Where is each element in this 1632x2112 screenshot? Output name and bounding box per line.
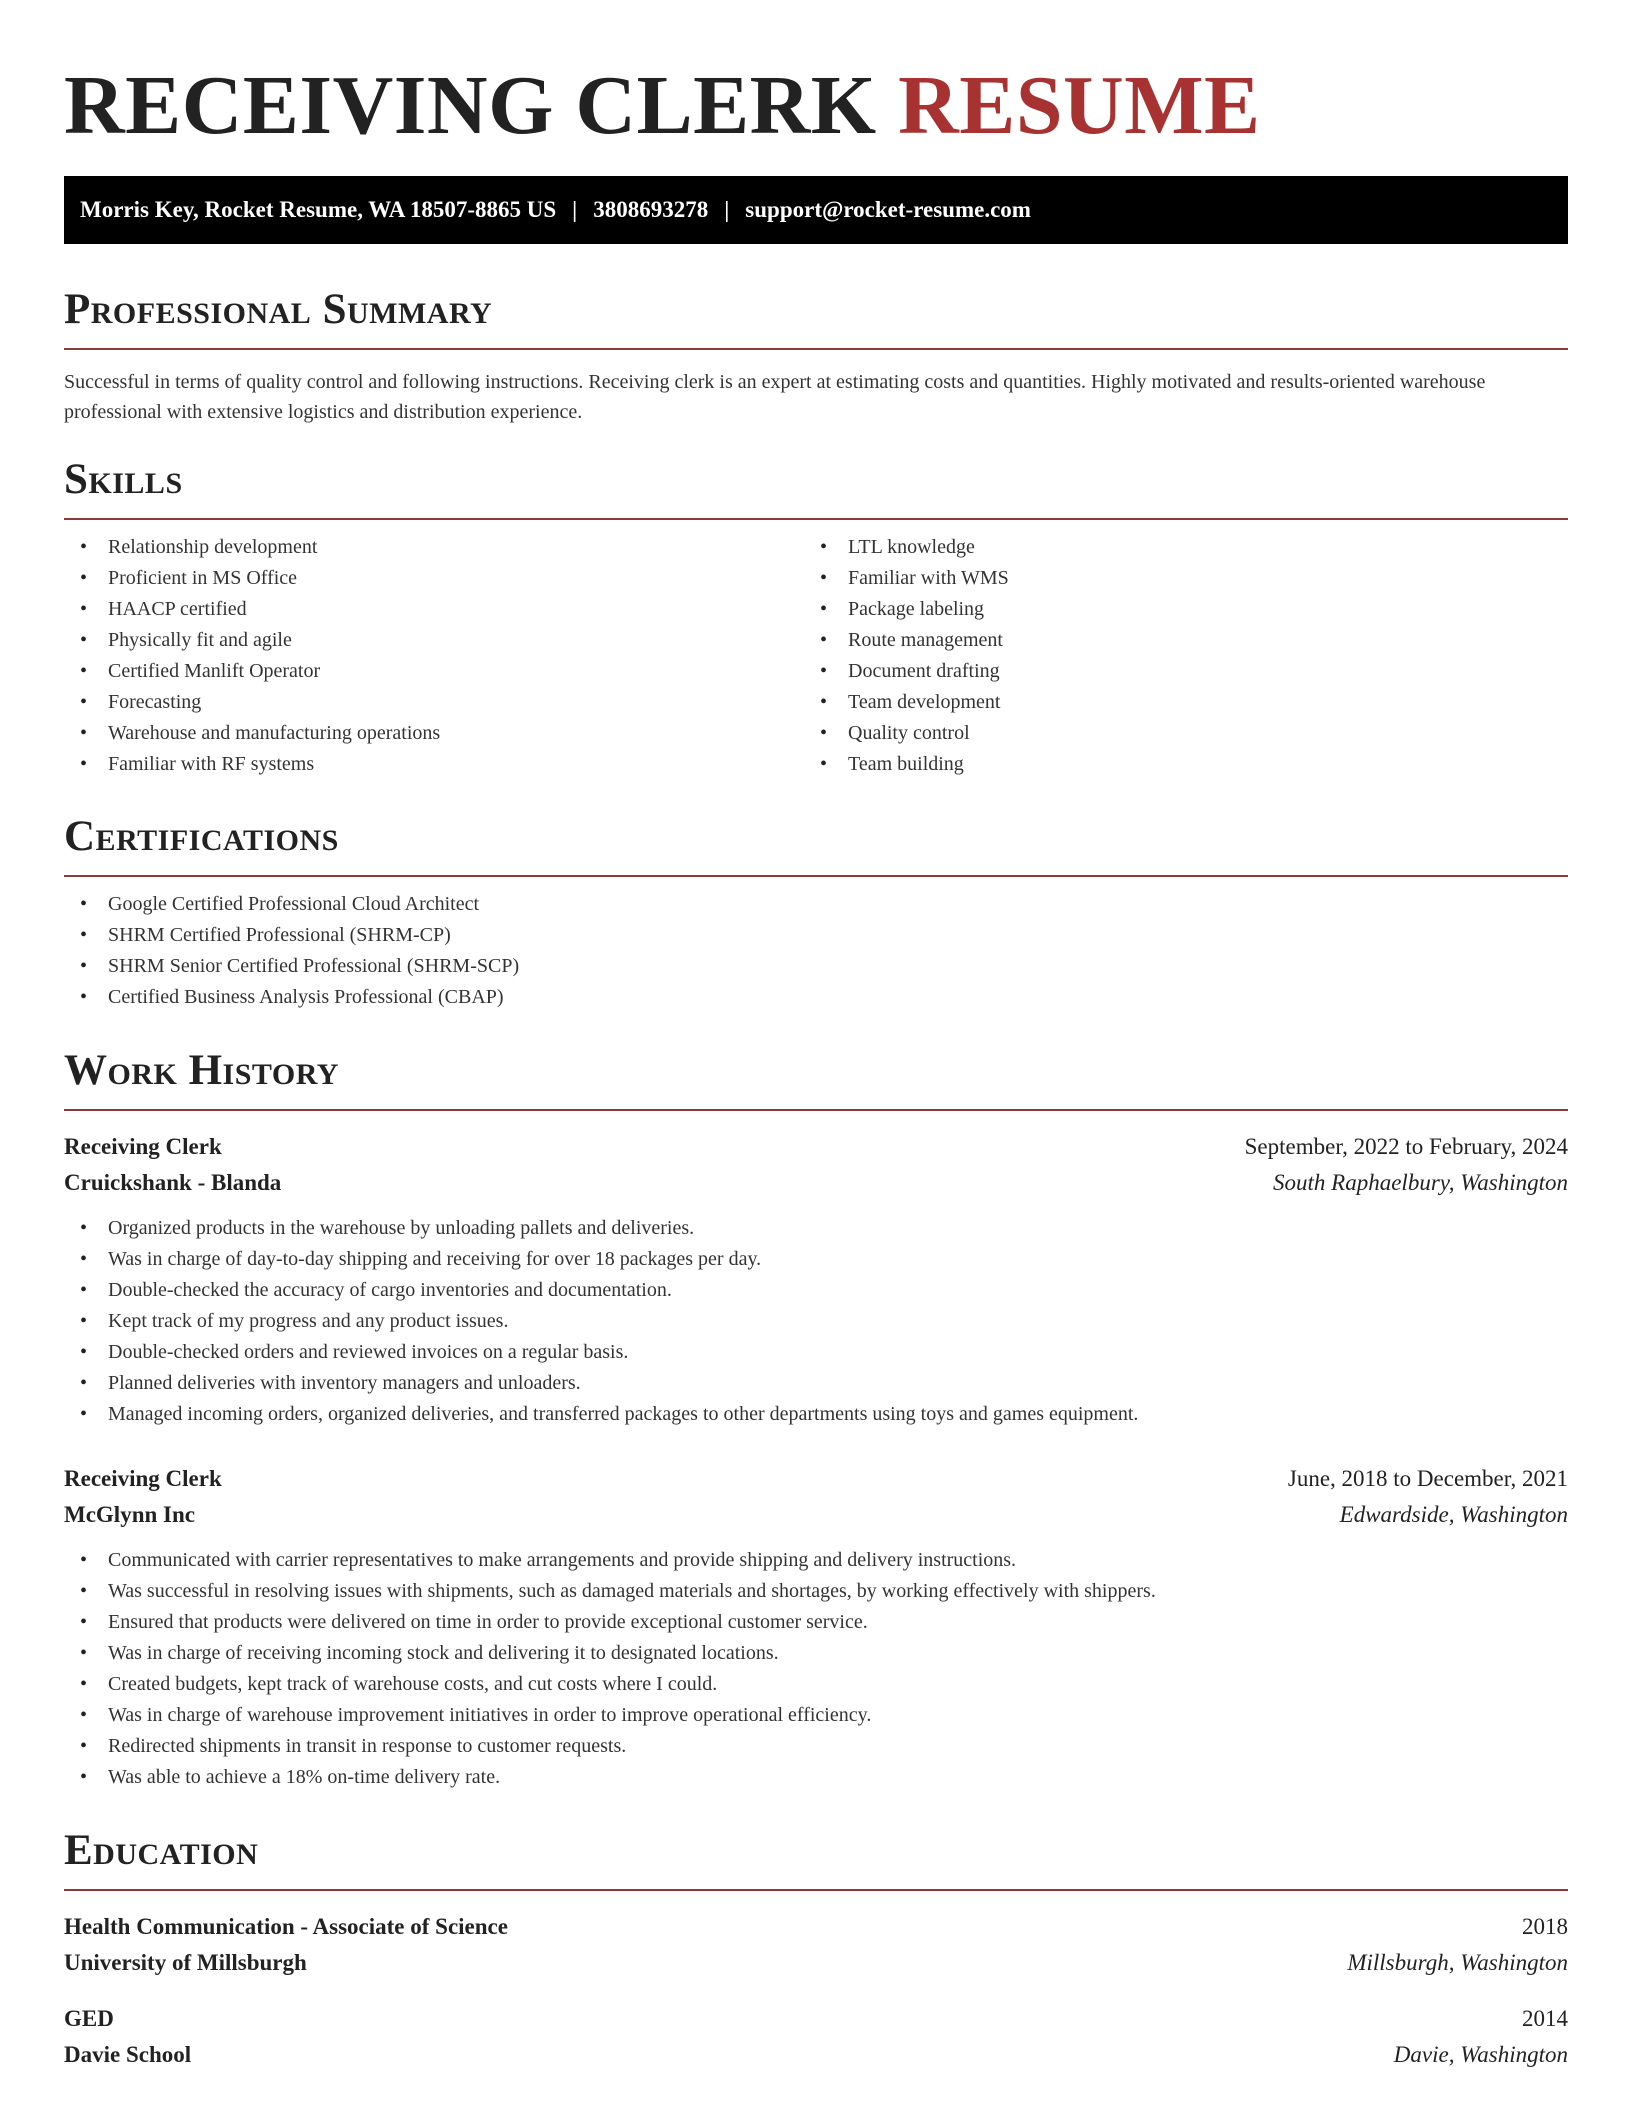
job-duty-item: • Was able to achieve a 18% on-time delivery rate. xyxy=(64,1762,1568,1793)
job-company: McGlynn Inc xyxy=(64,1502,195,1527)
skills-columns xyxy=(64,532,1568,780)
job-duty-item: • Was in charge of warehouse improvement initiatives in order to improve operational efficiency. xyxy=(64,1700,1568,1731)
job-duty-item: • Double-checked the accuracy of cargo inventories and documentation. xyxy=(64,1275,1568,1306)
job-duty-item: • Managed incoming orders, organized deliveries, and transferred packages to other departments using toys and games equipment. xyxy=(64,1399,1568,1430)
education-school-row xyxy=(64,1945,1568,1981)
skill-item: • Quality control xyxy=(804,718,1544,749)
job-dates: September, 2022 to February, 2024 xyxy=(1244,1134,1568,1159)
job-entry xyxy=(64,1129,1568,1430)
skill-item: • Document drafting xyxy=(804,656,1544,687)
job-duty-item: • Ensured that products were delivered on time in order to provide exceptional customer service. xyxy=(64,1607,1568,1638)
section-divider xyxy=(64,875,1568,877)
skill-item: • Familiar with WMS xyxy=(804,563,1544,594)
contact-bar xyxy=(64,176,1568,244)
contact-separator: | xyxy=(724,197,730,222)
certifications-heading: Certifications xyxy=(64,813,339,860)
work-history-heading: Work History xyxy=(64,1047,339,1094)
skills-list-right xyxy=(804,532,1544,780)
education-year: 2018 xyxy=(1522,1914,1568,1939)
education-entry xyxy=(64,2001,1568,2073)
education-school: Davie School xyxy=(64,2042,192,2067)
job-duty-item: • Communicated with carrier representatives to make arrangements and provide shipping and delivery instructions. xyxy=(64,1545,1568,1576)
summary-section xyxy=(64,282,1568,427)
job-duty-item: • Organized products in the warehouse by unloading pallets and deliveries. xyxy=(64,1213,1568,1244)
job-duty-item: • Planned deliveries with inventory managers and unloaders. xyxy=(64,1368,1568,1399)
certification-item: • Certified Business Analysis Professional (CBAP) xyxy=(64,982,1568,1013)
job-duty-item: • Double-checked orders and reviewed invoices on a regular basis. xyxy=(64,1337,1568,1368)
job-duties-list xyxy=(64,1545,1568,1793)
job-duties-list xyxy=(64,1213,1568,1430)
education-degree-row xyxy=(64,2001,1568,2037)
certification-item: • SHRM Senior Certified Professional (SHRM-SCP) xyxy=(64,951,1568,982)
skill-item: • Certified Manlift Operator xyxy=(64,656,804,687)
skills-list-left xyxy=(64,532,804,780)
job-company-row xyxy=(64,1165,1568,1201)
certifications-list xyxy=(64,889,1568,1013)
job-duty-item: • Kept track of my progress and any product issues. xyxy=(64,1306,1568,1337)
education-section xyxy=(64,1823,1568,2073)
job-header-row xyxy=(64,1129,1568,1165)
job-title: Receiving Clerk xyxy=(64,1134,222,1159)
education-degree-row xyxy=(64,1909,1568,1945)
job-duty-item: • Was in charge of receiving incoming stock and delivering it to designated locations. xyxy=(64,1638,1568,1669)
job-company: Cruickshank - Blanda xyxy=(64,1170,282,1195)
education-degree: Health Communication - Associate of Science xyxy=(64,1914,508,1939)
section-divider xyxy=(64,1109,1568,1111)
education-entry xyxy=(64,1909,1568,1981)
job-duty-item: • Was successful in resolving issues with shipments, such as damaged materials and shortages, by working effectively with shippers. xyxy=(64,1576,1568,1607)
education-school: University of Millsburgh xyxy=(64,1950,307,1975)
education-heading: Education xyxy=(64,1827,259,1874)
contact-email: support@rocket-resume.com xyxy=(745,197,1031,222)
certification-item: • Google Certified Professional Cloud Architect xyxy=(64,889,1568,920)
job-dates: June, 2018 to December, 2021 xyxy=(1287,1466,1568,1491)
title-main: RECEIVING CLERK xyxy=(64,59,877,152)
skill-item: • Physically fit and agile xyxy=(64,625,804,656)
job-title: Receiving Clerk xyxy=(64,1466,222,1491)
title-accent: RESUME xyxy=(898,59,1261,152)
certification-item: • SHRM Certified Professional (SHRM-CP) xyxy=(64,920,1568,951)
skill-item: • LTL knowledge xyxy=(804,532,1544,563)
skills-section xyxy=(64,452,1568,780)
job-duty-item: • Created budgets, kept track of warehouse costs, and cut costs where I could. xyxy=(64,1669,1568,1700)
summary-text: Successful in terms of quality control and following instructions. Receiving clerk is an expert at estimating costs and quantities. Highly motivated and results-oriented warehouse professional with extensive logistics and distribution experience. xyxy=(64,371,1486,423)
job-header-row xyxy=(64,1461,1568,1497)
education-school-row xyxy=(64,2037,1568,2073)
resume-title xyxy=(64,56,1261,156)
skill-item: • Relationship development xyxy=(64,532,804,563)
skill-item: • Team building xyxy=(804,749,1544,780)
job-duty-item: • Redirected shipments in transit in response to customer requests. xyxy=(64,1731,1568,1762)
skill-item: • Package labeling xyxy=(804,594,1544,625)
skill-item: • Proficient in MS Office xyxy=(64,563,804,594)
contact-phone: 3808693278 xyxy=(593,197,709,222)
education-year: 2014 xyxy=(1522,2006,1568,2031)
skill-item: • Forecasting xyxy=(64,687,804,718)
skill-item: • Team development xyxy=(804,687,1544,718)
job-company-row xyxy=(64,1497,1568,1533)
skills-heading: Skills xyxy=(64,456,183,503)
work-history-section xyxy=(64,1043,1568,1793)
education-location: Millsburgh, Washington xyxy=(1347,1950,1568,1975)
skill-item: • HAACP certified xyxy=(64,594,804,625)
section-divider xyxy=(64,518,1568,520)
job-location: Edwardside, Washington xyxy=(1339,1502,1568,1527)
contact-separator: | xyxy=(572,197,578,222)
education-location: Davie, Washington xyxy=(1393,2042,1568,2067)
skill-item: • Route management xyxy=(804,625,1544,656)
education-degree: GED xyxy=(64,2006,114,2031)
certifications-section xyxy=(64,809,1568,1013)
skill-item: • Familiar with RF systems xyxy=(64,749,804,780)
summary-heading: Professional Summary xyxy=(64,286,493,333)
contact-address: Morris Key, Rocket Resume, WA 18507-8865 US xyxy=(80,197,557,222)
job-duty-item: • Was in charge of day-to-day shipping and receiving for over 18 packages per day. xyxy=(64,1244,1568,1275)
section-divider xyxy=(64,1889,1568,1891)
section-divider xyxy=(64,348,1568,350)
skill-item: • Warehouse and manufacturing operations xyxy=(64,718,804,749)
job-entry xyxy=(64,1461,1568,1793)
job-location: South Raphaelbury, Washington xyxy=(1273,1170,1568,1195)
